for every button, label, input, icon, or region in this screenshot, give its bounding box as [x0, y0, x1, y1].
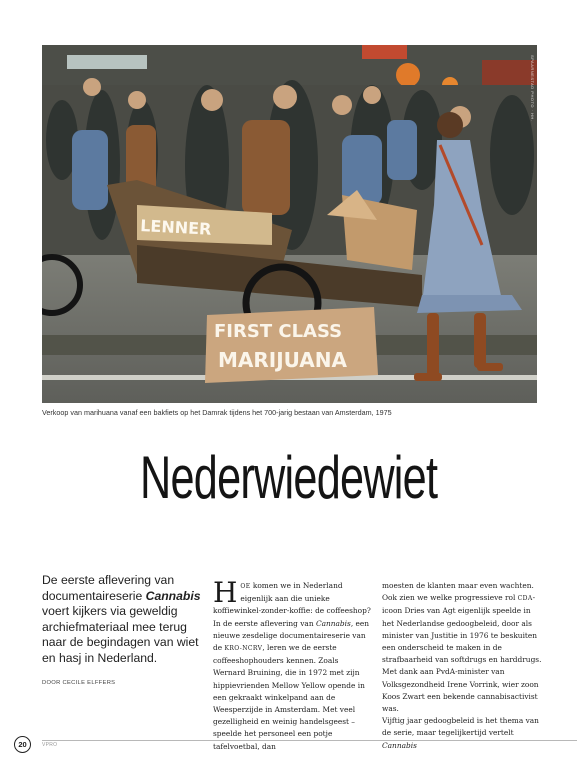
- col1-text1: komen we in Nederland eigenlijk aan die unieke koffiewinkel-zonder-koffie: de coffeeshop? In de eerste aflevering van: [213, 581, 371, 628]
- page-number: 20: [14, 736, 31, 753]
- photo-caption: Verkoop van marihuana vanaf een bakfiets op het Damrak tijdens het 700-jarig bestaan van Amsterdam, 1975: [42, 408, 392, 417]
- street-scene-image: [42, 45, 537, 403]
- intro-text-part1: De eerste aflevering van documentaireserie: [42, 573, 175, 603]
- marijuana-sign-line1: FIRST CLASS: [214, 321, 343, 342]
- drop-cap: H: [213, 576, 238, 609]
- col2-series-title: Cannabis: [382, 740, 417, 750]
- footer-rule: [42, 740, 577, 741]
- section-label: VPRO: [42, 742, 58, 748]
- marijuana-sign-line2: MARIJUANA: [218, 348, 347, 372]
- col2-text3: Vijftig jaar gedoogbeleid is het thema van de serie, maar tegelijkertijd vertelt: [382, 716, 539, 738]
- col1-broadcaster: KRO-NCRV: [224, 645, 263, 653]
- cart-side-sign-text: LENNER: [139, 216, 212, 239]
- col1-text3: , leren we de eerste coffeeshophouders kennen. Zoals Wernard Bruining, die in 1972 met zijn hippievrienden Mellow Yellow opende in een gekraakt winkelpand aan de Weesperzijde in Amsterdam. Met veel gezelligheid en weinig handelsgeest – speelde het personeel een potje tafelvoetbal, dan: [213, 643, 365, 751]
- byline: DOOR CECILE ELFFERS: [42, 680, 116, 686]
- photo-credit: SPAARNESTAD PHOTO · HH.: [530, 55, 535, 122]
- hero-photo: [42, 45, 537, 403]
- col2-text1: moesten de klanten maar even wachten. Ook zien we welke progressieve rol: [382, 581, 534, 603]
- col1-series-title: Cannabis: [315, 618, 351, 628]
- intro-series-title: Cannabis: [145, 588, 201, 603]
- article-headline: Nederwiedewiet: [139, 444, 438, 511]
- article-intro: [42, 573, 204, 666]
- col2-party: CDA: [517, 595, 533, 603]
- col1-text2: , een nieuwe zesdelige documentaireserie van de: [213, 618, 370, 653]
- lead-smallcaps: OE: [240, 583, 251, 590]
- col2-text2: -icoon Dries van Agt eigenlijk speelde in het Nederlandse gedoogbeleid, door als minister van Justitie in 1976 te beskuiten een onderscheid te maken in de strafbaarheid van softdrugs en harddrugs. Met dank aan PvdA-minister van Volksgezondheid Irene Vorrink, wier zoon Koos Zwart een bekende cannabisactivist was.: [382, 593, 542, 714]
- body-column-2: [382, 580, 542, 752]
- intro-text-part2: voert kijkers via geweldig archiefmateriaal mee terug naar de begindagen van wiet en hasj in Nederland.: [42, 604, 199, 665]
- body-column-1: [213, 576, 373, 753]
